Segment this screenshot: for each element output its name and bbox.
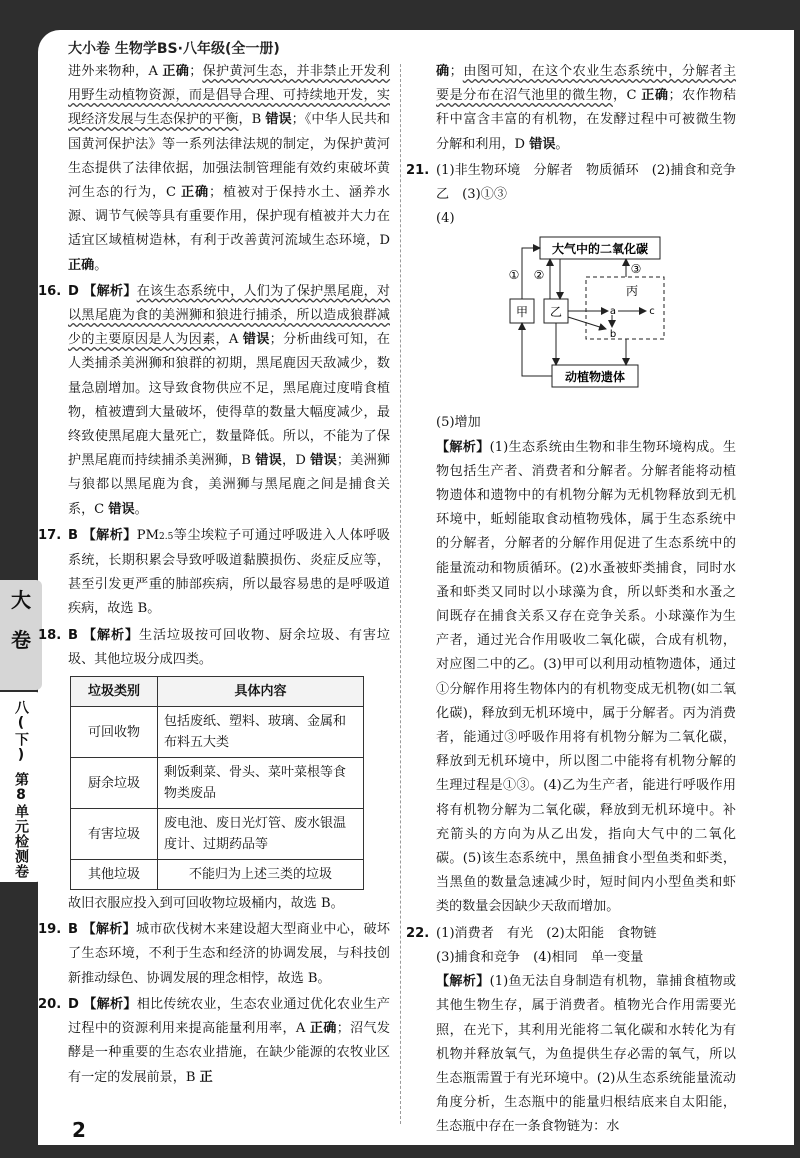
table-header: 具体内容 xyxy=(158,677,364,707)
q18-after: 故旧衣服应投入到可回收物垃圾桶内，故选 B。 xyxy=(68,896,344,912)
column-divider xyxy=(400,64,401,1124)
right-column xyxy=(406,60,750,1140)
q22-explanation: 【解析】(1)鱼无法自身制造有机物，靠捕食植物或其他生物生存，属于消费者。植物光合作用需要光照，在光下，其利用光能将二氧化碳和水转化为有机物并释放氧气，为鱼提供生存必需的氧气，所以生态瓶需置于有光环境中。(2)从生态系统能量流动角度分析，生态瓶中的能量归根结底来自太阳能，生态瓶中存在一条食物链为：水 xyxy=(436,974,737,1135)
q15-continuation: 进外来物种，A 正确；保护黄河生态，并非禁止开发利用野生动植物资源，而是倡导合理、可持续地开发，实现经济发展与生态保护的平衡，B 错误；《中华人民共和国黄河保护法》等一系列法律法规的制定，为保护黄河生态提供了法律依据，加强法制管理能有效约束破坏黄河生态的行为，C 正确；植被对于保持水土、涵养水源、调节气候等具有重要作用，保护现有植被并大力在适宜区域植树造林，有利于改善黄河流域生态环境，D 正确。 xyxy=(68,64,391,273)
side-tab-bottom: 卷 xyxy=(11,628,31,652)
remains-label: 动植物遗体 xyxy=(564,370,626,385)
arrow-yi-b xyxy=(568,317,606,329)
label-2: ② xyxy=(533,268,545,283)
side-unit: 第8单元检测卷 xyxy=(13,772,29,879)
q17: 17. B 【解析】PM2.5等尘埃粒子可通过呼吸进入人体呼吸系统，长期积累会导致呼吸道黏膜损伤、炎症反应等，甚至引发更严重的肺部疾病，所以最容易患的是呼吸道疾病，故选 B。 xyxy=(38,527,391,617)
side-grade: 八(下) xyxy=(13,700,29,764)
table-row: 其他垃圾 不能归为上述三类的垃圾 xyxy=(71,860,364,890)
table-header: 垃圾类别 xyxy=(71,677,158,707)
table-row: 厨余垃圾 剩饭剩菜、骨头、菜叶菜根等食物类废品 xyxy=(71,758,364,809)
table-row: 可回收物 包括废纸、塑料、玻璃、金属和布料五大类 xyxy=(71,707,364,758)
yi-label: 乙 xyxy=(549,305,563,320)
left-column xyxy=(38,60,391,1090)
side-tab-volume xyxy=(0,580,42,690)
page-header: 大小卷 生物学BS·八年级(全一册) xyxy=(68,41,280,57)
arrow-remains-jia xyxy=(522,323,552,376)
label-1: ① xyxy=(508,268,520,283)
label-b: b xyxy=(609,329,617,341)
garbage-table xyxy=(70,676,364,890)
bing-label: 丙 xyxy=(625,284,639,299)
q20-continuation: 确；由图可知，在这个农业生态系统中，分解者主要是分布在沼气池里的微生物，C 正确；农作物秸秆中富含丰富的有机物，在发酵过程中可被微生物分解和利用，D 错误。 xyxy=(436,64,737,152)
carbon-cycle-diagram xyxy=(436,233,758,405)
q18: 18. B 【解析】生活垃圾按可回收物、厨余垃圾、有害垃圾、其他垃圾分成四类。 xyxy=(38,627,391,667)
label-3: ③ xyxy=(630,262,642,277)
q22-answer: 22. (1)消费者 有光 (2)太阳能 食物链 xyxy=(406,925,657,941)
label-a: a xyxy=(609,306,617,318)
q20: 20. D 【解析】相比传统农业，生态农业通过优化农业生产过程中的资源利用来提高能量利用率，A 正确；沼气发酵是一种重要的生态农业措施，在缺少能源的农牧业区有一定的发展前景，B 正 xyxy=(38,996,391,1085)
q21-explanation: 【解析】(1)生态系统由生物和非生物环境构成。生物包括生产者、消费者和分解者。分解者能将动植物遗体和遗物中的有机物分解为无机物释放到无机环境中，蚯蚓能取食动植物残体，属于生态系统中的分解者，分解者的分解作用促进了生态系统中的能量流动和物质循环。(2)水蚤被虾类捕食，同时水蚤和虾类又同时以小球藻为食，所以虾类和水蚤之间既存在捕食关系又存在竞争关系。小球藻作为生产者，通过光合作用吸收二氧化碳，合成有机物，对应图二中的乙。(3)甲可以利用动植物遗体，通过①分解作用将生物体内的有机物变成无机物(如二氧化碳)，释放到无机环境中，属于分解者。丙为消费者，能通过③呼吸作用将有机物分解为二氧化碳，释放到无机环境中，所以图二中能将有机物分解的生理过程是①③。(4)乙为生产者，能进行呼吸作用将有机物分解为二氧化碳，释放到无机环境中。补充箭头的方向为从乙出发，指向大气中的二氧化碳。(5)该生态系统中，黑鱼捕食小型鱼类和虾类，当黑鱼的数量急速减少时，短时间内小型鱼类和虾类的数量会因缺少天敌而增加。 xyxy=(436,439,737,915)
q21-part5: (5)增加 xyxy=(436,415,481,431)
q22-answer-2: (3)捕食和竞争 (4)相同 单一变量 xyxy=(436,949,644,965)
label-c: c xyxy=(649,306,655,318)
jia-label: 甲 xyxy=(515,305,529,320)
side-tab-top: 大 xyxy=(11,588,31,612)
table-row: 有害垃圾 废电池、废日光灯管、废水银温度计、过期药品等 xyxy=(71,809,364,860)
co2-label: 大气中的二氧化碳 xyxy=(551,242,649,257)
q21-part4: (4) xyxy=(436,211,455,227)
q21-answer: 21. (1)非生物环境 分解者 物质循环 (2)捕食和竞争 乙 (3)①③ xyxy=(406,162,750,203)
q19: 19. B 【解析】城市砍伐树木来建设超大型商业中心，破坏了生态环境，不利于生态和经济的协调发展，与科技创新推动绿色、协调发展的理念相悖，故选 B。 xyxy=(38,922,390,986)
q16: 16. D 【解析】在该生态系统中，人们为了保护黑尾鹿，对以黑尾鹿为食的美洲狮和狼进行捕杀，所以造成狼群减少的主要原因是人为因素，A 错误；分析曲线可知，在人类捕杀美洲狮和狼群的初期，黑尾鹿因天敌减少，数量急剧增加。这导致食物供应不足，黑尾鹿过度啃食植物，植被遭到大量破坏，使得草的数量大幅度减少，最终致使黑尾鹿大量死亡，数量降低。所以，不能为了保护黑尾鹿而持续捕杀美洲狮，B 错误，D 错误；美洲狮与狼都以黑尾鹿为食，美洲狮与黑尾鹿之间是捕食关系，C 错误。 xyxy=(38,283,391,517)
side-tab-unit xyxy=(0,692,42,882)
page-number: 2 xyxy=(72,1118,86,1142)
